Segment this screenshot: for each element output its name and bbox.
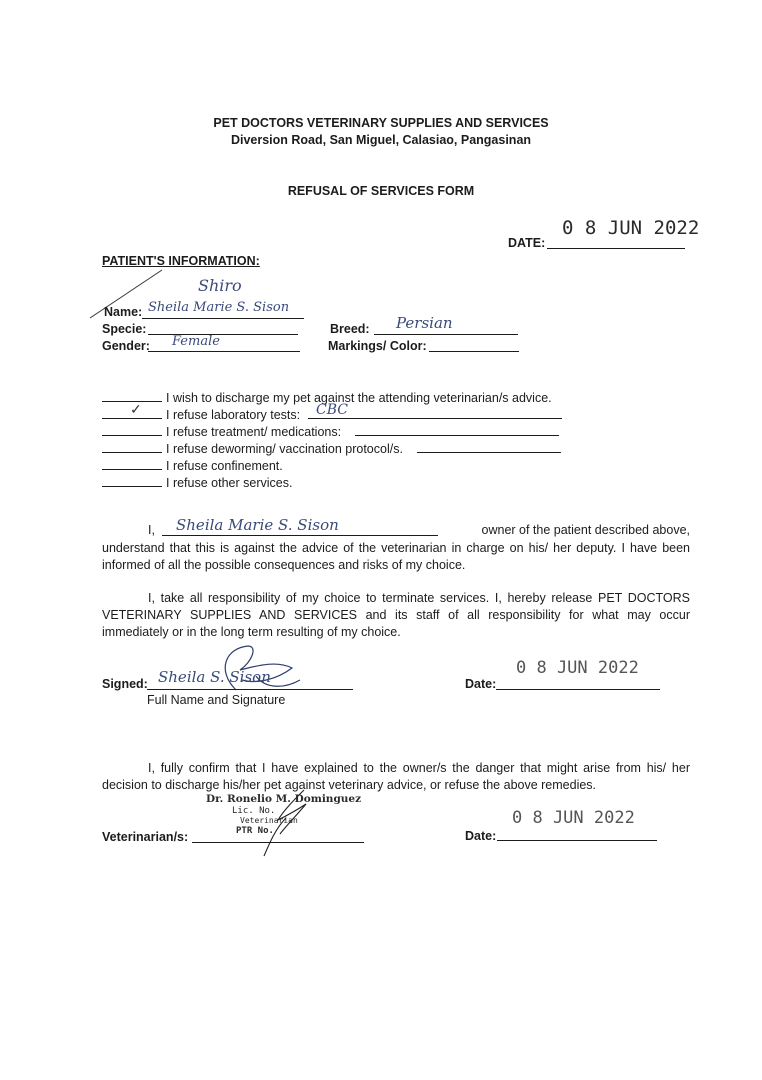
breed-line (374, 334, 518, 335)
breed-label: Breed: (330, 322, 370, 336)
vet-signature-scribble (234, 786, 324, 858)
date-label-top: DATE: (508, 236, 546, 250)
vet-stamp-name: Dr. Ronelio M. Dominguez (206, 793, 362, 805)
clinic-name: PET DOCTORS VETERINARY SUPPLIES AND SERVICES (213, 116, 549, 130)
option-extra-line (417, 452, 561, 453)
option-blank (102, 457, 162, 470)
breed-value-hand: Persian (396, 314, 453, 332)
check-mark: ✓ (130, 402, 142, 418)
signed-date-line (496, 689, 660, 690)
owner-name-line (162, 535, 438, 536)
vet-label: Veterinarian/s: (102, 830, 189, 844)
option-text: I refuse treatment/ medications: (166, 425, 342, 439)
vet-line (192, 842, 364, 843)
statement1-prefix: I, (148, 523, 155, 537)
option-blank (102, 423, 162, 436)
vet-stamp-ptr: PTR No. (236, 826, 274, 836)
option-blank (102, 440, 162, 453)
name-value-hand: Sheila Marie S. Sison (148, 300, 290, 315)
date-stamp-vet: 0 8 JUN 2022 (512, 808, 635, 828)
option-blank (102, 474, 162, 487)
option-row (102, 474, 292, 490)
option-text: I refuse other services. (166, 476, 293, 490)
markings-line (429, 351, 519, 352)
option-text: I refuse laboratory tests: (166, 408, 301, 422)
signed-caption: Full Name and Signature (147, 693, 286, 707)
clinic-address: Diversion Road, San Miguel, Calasiao, Pangasinan (230, 133, 532, 147)
option-text: I refuse deworming/ vaccination protocol/s. (166, 442, 403, 456)
specie-line (148, 334, 298, 335)
option-extra-line (308, 418, 562, 419)
signed-label: Signed: (102, 677, 148, 691)
option-blank (102, 389, 162, 402)
statement3: I, fully confirm that I have explained to the owner/s the danger that might arise from his/ her decision to discharge his/her pet against veterinary advice, or refuse the above remedies. (102, 761, 690, 792)
specie-label: Specie: (102, 322, 147, 336)
date-stamp-signed: 0 8 JUN 2022 (516, 658, 639, 678)
date-stamp-top: 0 8 JUN 2022 (562, 217, 700, 239)
name-line (142, 318, 304, 319)
option-text: I wish to discharge my pet against the attending veterinarian/s advice. (166, 391, 552, 405)
gender-value-hand: Female (172, 334, 220, 349)
signed-hand: Sheila S. Sison (158, 668, 271, 686)
signed-line (147, 689, 353, 690)
date-line-top (547, 248, 685, 249)
option-row (102, 440, 403, 456)
option-row (102, 457, 283, 473)
vet-date-line (497, 840, 657, 841)
gender-label: Gender: (102, 339, 150, 353)
option-text: I refuse confinement. (166, 459, 283, 473)
option-row (102, 402, 301, 422)
option-row (102, 423, 341, 439)
vet-date-label: Date: (465, 829, 497, 843)
form-title: REFUSAL OF SERVICES FORM (287, 184, 475, 198)
owner-name-hand: Sheila Marie S. Sison (176, 516, 339, 534)
name-label: Name: (104, 305, 143, 319)
option-extra-line (355, 435, 559, 436)
option-blank (102, 402, 162, 419)
vet-stamp-lic: Lic. No. (232, 806, 276, 816)
patient-section-title: PATIENT'S INFORMATION: (102, 254, 260, 268)
statement2: I, take all responsibility of my choice to terminate services. I, hereby release PET DOCTORS VETERINARY SUPPLIES AND SERVICES and its staff of all responsibility for what may occur immediately or in the long term resulting of my choice. (102, 591, 690, 639)
gender-line (148, 351, 300, 352)
name-hand-top: Shiro (198, 276, 242, 295)
option-extra-hand: CBC (316, 402, 348, 418)
statement1-first-line: owner of the patient described above, (481, 523, 690, 537)
statement1-rest: understand that this is against the advice of the veterinarian in charge on his/ her deputy. I have been informed of all the possible consequences and risks of my choice. (102, 541, 690, 572)
vet-stamp-role: Veterinarian (240, 816, 298, 825)
markings-label: Markings/ Color: (328, 339, 427, 353)
signed-date-label: Date: (465, 677, 497, 691)
